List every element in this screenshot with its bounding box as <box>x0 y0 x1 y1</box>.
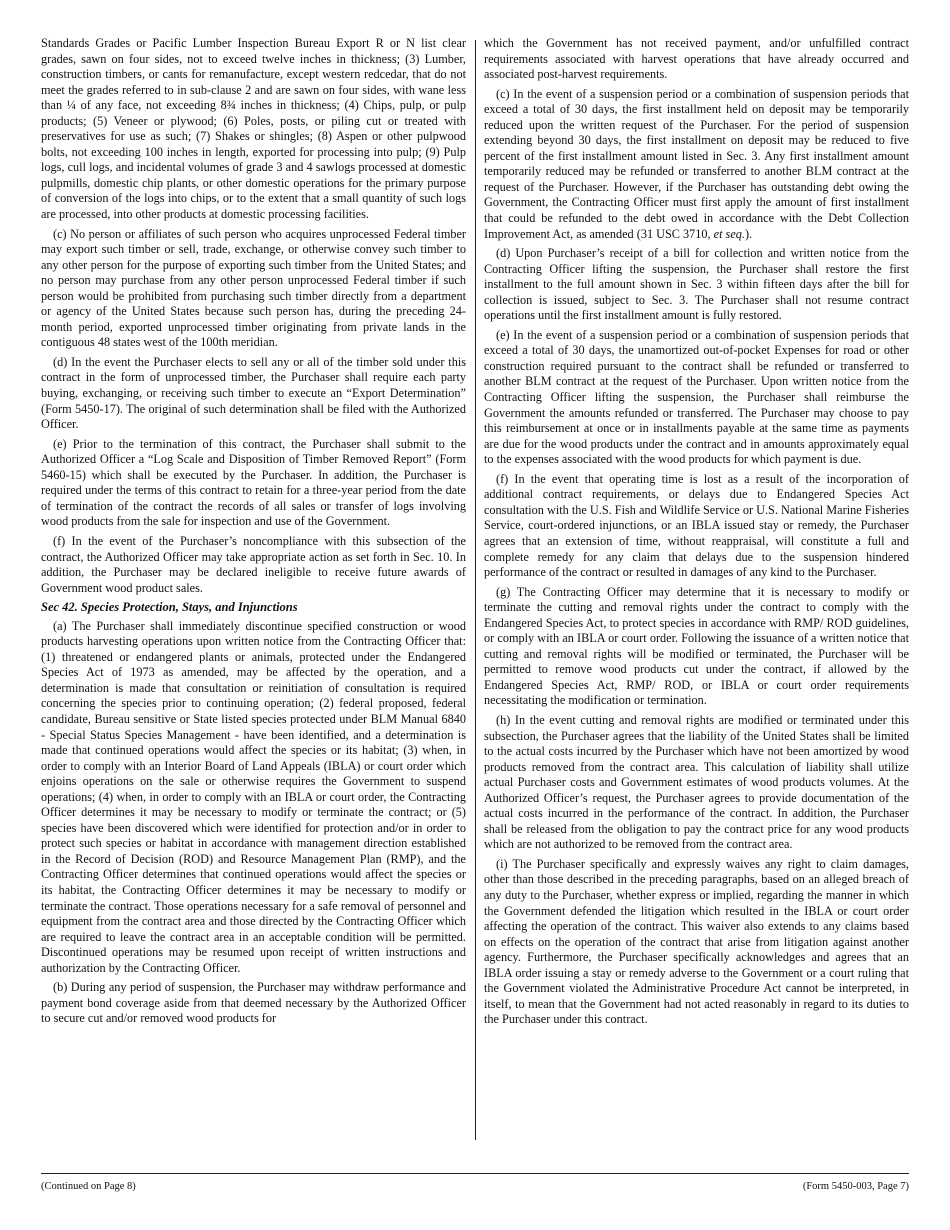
paragraph-continuation: which the Government has not received payment, and/or unfulfilled contract requirements associated with harvest operations that have already occurred and associated post-harvest requirements. <box>484 36 909 82</box>
left-column <box>41 36 466 1031</box>
paragraph-42b: (b) During any period of suspension, the Purchaser may withdraw performance and payment bond coverage aside from that deemed necessary by the Authorized Officer to secure cut and/or removed wood products for <box>41 980 466 1026</box>
paragraph-e: (e) In the event of a suspension period or a combination of suspension periods that exceed a total of 30 days, the unamortized out-of-pocket Expenses for road or other construction required pursuant to the contract shall be refunded or transferred to another BLM contract at the request of the Purchaser. Upon written notice from the Contracting Officer lifting the suspension, the Purchaser shall reimburse the Government the amounts refunded or transferred. The Purchaser may choose to pay this reimbursement at once or in installments payable at the same time as payments are due for the wood products under the contract and in amounts approximately equal to the expenses associated with the wood products for which payment is due. <box>484 327 909 467</box>
paragraph-d: (d) In the event the Purchaser elects to sell any or all of the timber sold under this contract in the form of unprocessed timber, the Purchaser shall require each party buying, exchanging, or receiving such timber to execute an “Export Determination” (Form 5450-17). The original of such determination shall be filed with the Authorized Officer. <box>41 354 466 432</box>
paragraph-c: (c) No person or affiliates of such person who acquires unprocessed Federal timber may export such timber or sell, trade, exchange, or otherwise convey such timber to any other person for the purpose of exporting such timber from the United States; and no person may purchase from any other person unprocessed Federal timber if such person would be prohibited from purchasing such timber directly from a department or agency of the United States because such person has, during the preceding 24-month period, exported unprocessed timber originating from private lands in the contiguous 48 states west of the 100th meridian. <box>41 226 466 350</box>
paragraph-42a: (a) The Purchaser shall immediately discontinue specified construction or wood products harvesting operations upon written notice from the Contracting Officer that: (1) threatened or endangered plants or animals, protected under the Endangered Species Act of 1973 as amended, may be affected by the operation, and a determination is made that consultation or reinitiation of consultation is required concerning the species prior to continuing operation; (2) federal proposed, federal candidate, Bureau sensitive or State listed species protected under BLM Manual 6840 - Special Status Species Management - have been identified, and a determination is made that continued operations would affect the species or its habitat; (3) when, in order to comply with an Interior Board of Land Appeals (IBLA) or court order which enjoins operations on the sale or otherwise requires the Government to suspend operations; (4) when, in order to comply with an IBLA or court order, the Contracting Officer determines it may be necessary to modify or terminate the contract; or (5) species have been discovered which were identified for protection and/or in order to protect such species or habitat in accordance with management direction established in the Record of Decision (ROD) and Resource Management Plan (RMP), and the Contracting Officer determines that continued operations would affect the species or its habitat, the Contracting Officer determines it may be necessary to modify or terminate the contract. Those operations necessary for a safe removal of personnel and equipment from the contract area and those directed by the Contracting Officer which are required to leave the contract area in an acceptable condition will be permitted. Discontinued operations may be resumed upon receipt of written instructions and authorization by the Contracting Officer. <box>41 618 466 975</box>
paragraph-c-end: ). <box>744 226 753 241</box>
paragraph-c-italic: et seq. <box>713 226 745 241</box>
paragraph-e: (e) Prior to the termination of this contract, the Purchaser shall submit to the Authorized Officer a “Log Scale and Disposition of Timber Removed Report” (Form 5460-15) which shall be executed by the Purchaser. In addition, the Purchaser is required under the terms of this contract to retain for a three-year period from the date of termination of the contract the records of all sales or transfer of logs involving wood products from the sale for inspection and use of the Government. <box>41 436 466 529</box>
document-page <box>41 36 909 1146</box>
footer-rule <box>41 1173 909 1174</box>
paragraph-continuation: Standards Grades or Pacific Lumber Inspection Bureau Export R or N list clear grades, sawn on four sides, not to exceed twelve inches in thickness; (3) Lumber, construction timbers, or cants for remanufacture, except western redcedar, that do not meet the grades referred to in sub-clause 2 and are sawn on four sides, with wane less than ¼ of any face, not exceeding 8¾ inches in thickness; (4) Chips, pulp, or pulp products; (5) Veneer or plywood; (6) Poles, posts, or piling cut or treated with preservatives for use as such; (7) Shakes or shingles; (8) Aspen or other pulpwood bolts, not exceeding 100 inches in length, exported for processing into pulp; (9) Pulp logs, cull logs, and incidental volumes of grade 3 and 4 sawlogs processed at domestic pulpmills, domestic chip plants, or other domestic operations for the primary purpose of conversion of the logs into chips, or to the extent that a small quantity of such logs are processed, into other products at domestic processing facilities. <box>41 36 466 222</box>
right-column <box>484 36 909 1032</box>
paragraph-d: (d) Upon Purchaser’s receipt of a bill for collection and written notice from the Contracting Officer lifting the suspension, the Purchaser shall restore the first installment to the full amount shown in Sec. 3 within fifteen days after the bill for collection is issued, subject to Sec. 3. The Purchaser shall not resume contract operations until the first installment amount is fully restored. <box>484 246 909 323</box>
footer-continued: (Continued on Page 8) <box>41 1181 136 1192</box>
paragraph-f: (f) In the event that operating time is lost as a result of the incorporation of additional contract requirements, or delays due to Endangered Species Act consultation with the U.S. Fish and Wildlife Service or U.S. National Marine Fisheries Service, court-ordered injunctions, or an IBLA issued stay or remedy, the Purchaser agrees that an extension of time, without reappraisal, will constitute a full and complete remedy for any claim that delays due to the suspension hindered performance of the contract or resulted in damages of any kind to the Purchaser. <box>484 471 909 580</box>
paragraph-g: (g) The Contracting Officer may determine that it is necessary to modify or terminate the cutting and removal rights under the contract to comply with the Endangered Species Act, to protect species in accordance with RMP/ ROD guidelines, or comply with an IBLA or court order. Following the issuance of a written notice that cutting and removal rights will be modified or terminated, the Purchaser will be permitted to remove wood products cut under the contract, if allowed by the Endangered Species Act, RMP/ ROD, or IBLA or court order requirements necessitating the modification or termination. <box>484 584 909 708</box>
paragraph-f: (f) In the event of the Purchaser’s noncompliance with this subsection of the contract, the Authorized Officer may take appropriate action as set forth in Sec. 10. In addition, the Purchaser may be declared ineligible to receive future awards of Government wood product sales. <box>41 533 466 595</box>
paragraph-h: (h) In the event cutting and removal rights are modified or terminated under this subsection, the Purchaser agrees that the liability of the United States shall be limited to the actual costs incurred by the Purchaser which have not been amortized by wood products removed from the contract area. This calculation of liability shall utilize actual Purchaser costs and Government estimates of wood products volumes. At the Authorized Officer’s request, the Purchaser agrees to provide documentation of the actual costs incurred in the performance of the contract. In addition, the Purchaser shall be released from the obligation to pay the contract price for any wood products which are not authorized to be removed from the contract area. <box>484 712 909 852</box>
column-divider <box>475 40 476 1140</box>
paragraph-i: (i) The Purchaser specifically and expressly waives any right to claim damages, other than those described in the preceding paragraphs, based on an alleged breach of any duty to the Purchaser, whether express or implied, regarding the manner in which the Government defended the litigation which resulted in the IBLA or court order affecting the operation of the contract. This waiver also extends to any claims based on effects on the operation of the contract that arise from litigation against another agency. Furthermore, the Purchaser specifically acknowledges and agrees that an IBLA order issuing a stay or remedy adverse to the Government or a court ruling that the Government violated the Administrative Procedure Act cannot be interpreted, in itself, to mean that the Government had not acted reasonably in regard to its duties to the Purchaser under this contract. <box>484 856 909 1027</box>
paragraph-c <box>484 87 909 242</box>
paragraph-c-text: (c) In the event of a suspension period or a combination of suspension periods that exceed a total of 30 days, the first installment held on deposit may be temporarily reduced upon the written request of the Purchaser. For the period of suspension extending beyond 30 days, the first installment on deposit may be reduced to five percent of the first installment amount listed in Sec. 3. Any first installment amount temporarily reduced may be refunded or transferred to another BLM contract at the request of the Purchaser. However, if the Purchaser has outstanding debt owing the Government, the Contracting Officer must first apply the amount of first installment that could be refunded to the debt owed in accordance with the Debt Collection Improvement Act, as amended (31 USC 3710, <box>484 86 909 241</box>
section-heading-42: Sec 42. Species Protection, Stays, and Injunctions <box>41 600 298 615</box>
footer-form-page: (Form 5450-003, Page 7) <box>802 1181 909 1192</box>
